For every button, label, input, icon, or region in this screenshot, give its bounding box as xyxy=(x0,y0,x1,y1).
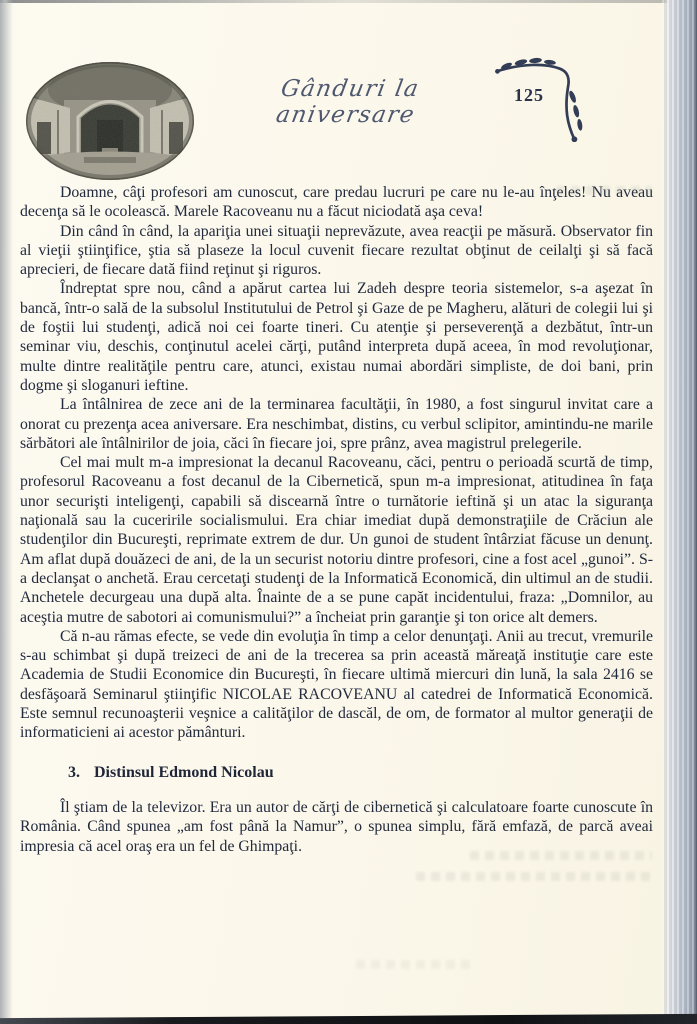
section-number: 3. xyxy=(68,763,80,781)
scan-edge-bottom xyxy=(0,1014,697,1024)
bleedthrough-artifact xyxy=(416,872,652,881)
scan-edge-top xyxy=(0,0,697,3)
bleedthrough-artifact xyxy=(470,851,652,860)
running-title: Gânduri la aniversare xyxy=(274,76,422,128)
paragraph: La întâlnirea de zece ani de la terminarea facultăţii, în 1980, a fost singurul invitat care a onorat cu prezenţa acea aniversare. Era neschimbat, distins, cu verbul sclipitor, amintindu-ne marile sărbători ale întâlnirilor de joia, căci în fiecare joi, spre prânz, avea magistrul prelegerile. xyxy=(20,396,653,452)
branch-ornament-icon xyxy=(494,56,586,142)
chapter-vignette-image xyxy=(24,60,196,182)
page-number: 125 xyxy=(514,85,544,105)
paragraph: Doamne, câţi profesori am cunoscut, care predau lucruri pe care nu le-au înţeles! Nu aveau decenţa să le ocolească. Marele Racoveanu nu a făcut niciodată aşa ceva! xyxy=(20,184,653,221)
corner-flourish-ornament xyxy=(494,56,586,142)
section-heading xyxy=(20,763,653,782)
scan-edge-left xyxy=(0,0,13,1024)
page-body-text xyxy=(20,183,653,856)
paragraph: Că n-au rămas efecte, se vede din evoluţia în timp a celor denunţaţi. Anii au trecut, vremurile s-au schimbat şi după treizeci de ani de la trecerea sa prin această măreaţă instituţie care este Academia de Studii Economice din Bucureşti, în fiecare ultimă miercuri din lună, la sala 2416 se desfăşoară Seminarul ştiinţific NICOLAE RACOVEANU al catedrei de Informatică Economică. Este semnul recunoaşterii veşnice a calităţilor de dascăl, de om, de formator al multor generaţii de informaticieni ai acestor pământuri. xyxy=(20,627,653,742)
section-title: Distinsul Edmond Nicolau xyxy=(94,763,274,781)
paragraph: Din când în când, la apariţia unei situaţii neprevăzute, avea reacţii pe măsură. Observator fin al vieţii ştiinţifice, ştia să plaseze la locul cuvenit fiecare rezultat obţinut de ceilalţi şi să facă aprecieri, de fiecare dată fiind reţinut şi riguros. xyxy=(20,222,653,279)
paragraph: Îndreptat spre nou, când a apărut cartea lui Zadeh despre teoria sistemelor, s-a aşezat în bancă, într-o sală de la subsolul Institutului de Petrol şi Gaze de pe Magheru, alături de colegii lui şi de foştii lui studenţi, adică noi cei foarte tineri. Cu atenţie şi perseverenţă a dezbătut, într-un seminar viu, deschis, conţinutul acelei cărţi, putând interpreta după aceea, în mod revoluţionar, multe dintre realităţile pentru care, atunci, existau numai abordări simpliste, de doi bani, prin dogme şi sloganuri ieftine. xyxy=(20,280,653,394)
bleedthrough-artifact xyxy=(556,186,652,195)
paragraph: Îl ştiam de la televizor. Era un autor de cărţi de cibernetică şi calculatoare foarte cunoscute în România. Când spunea „am fost până la Namur”, o spunea simplu, fără emfază, de parcă aveai impresia că acel oraş era un fel de Ghimpaţi. xyxy=(20,798,653,855)
paragraph: Cel mai mult m-a impresionat la decanul Racoveanu, căci, pentru o perioadă scurtă de timp, profesorul Racoveanu a fost decanul de la Cibernetică, spun m-a impresionat, atitudinea în faţa unor securişti inteligenţi, capabili să discearnă între o turnătorie ieftină şi un atac la siguranţa naţională sau la cuceririle socialismului. Era chiar imediat după demonstraţiile de Crăciun ale studenţilor din Bucureşti, reprimate extrem de dur. Un gunoi de student întârziat făcuse un denunţ. Am aflat după douăzeci de ani, de la un securist notoriu dintre profesori, cine a fost acel „gunoi”. S-a declanşat o anchetă. Erau cercetaţi studenţi de la Informatică Economică, din ultimul an de studii. Anchetele decurgeau una după alta. Înainte de a se pune capăt incidentului, fraza: „Domnilor, au aceştia mutre de sabotori ai comunismului?” a încheiat prin garanţie şi ton orice alt demers. xyxy=(20,454,653,626)
scan-edge-right xyxy=(662,0,697,1024)
bleedthrough-artifact xyxy=(356,960,476,969)
hall-interior-photo-icon xyxy=(24,60,196,182)
